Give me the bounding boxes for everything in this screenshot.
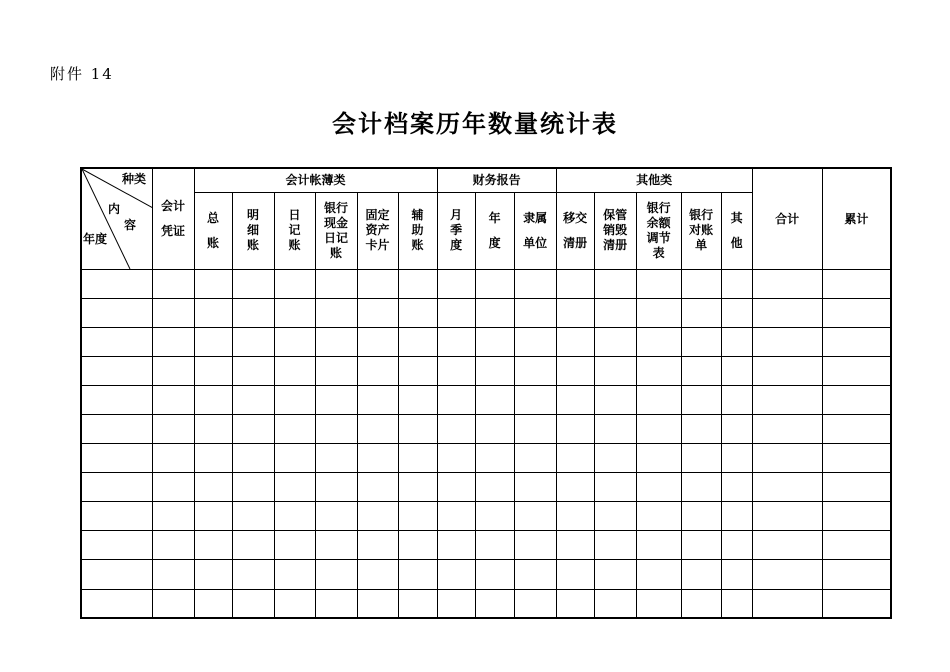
corner-label-category: 种类 (122, 172, 147, 186)
header-voucher: 会计 凭证 (152, 168, 194, 269)
table-cell[interactable] (556, 356, 594, 385)
table-cell[interactable] (315, 589, 357, 618)
table-cell[interactable] (81, 327, 152, 356)
table-cell[interactable] (274, 298, 315, 327)
table-cell[interactable] (398, 327, 437, 356)
table-cell[interactable] (822, 414, 891, 443)
table-cell[interactable] (357, 327, 398, 356)
table-cell[interactable] (556, 385, 594, 414)
table-cell[interactable] (315, 414, 357, 443)
table-cell[interactable] (398, 414, 437, 443)
table-cell[interactable] (357, 298, 398, 327)
table-cell[interactable] (398, 356, 437, 385)
table-cell[interactable] (822, 385, 891, 414)
table-cell[interactable] (752, 589, 822, 618)
table-cell[interactable] (721, 444, 752, 473)
table-cell[interactable] (274, 414, 315, 443)
table-cell[interactable] (822, 356, 891, 385)
table-cell[interactable] (721, 327, 752, 356)
table-row (81, 298, 891, 327)
table-cell[interactable] (315, 560, 357, 589)
table-cell[interactable] (514, 414, 556, 443)
table-cell[interactable] (274, 356, 315, 385)
table-cell[interactable] (556, 298, 594, 327)
table-cell[interactable] (594, 589, 636, 618)
table-cell[interactable] (475, 589, 514, 618)
table-cell[interactable] (437, 444, 475, 473)
header-group-ledger: 会计帐薄类 (194, 168, 437, 192)
table-cell[interactable] (681, 589, 721, 618)
table-cell[interactable] (315, 269, 357, 298)
table-cell[interactable] (752, 414, 822, 443)
table-cell[interactable] (357, 531, 398, 560)
table-cell[interactable] (636, 385, 681, 414)
table-cell[interactable] (152, 531, 194, 560)
header-annual: 年 度 (475, 192, 514, 269)
table-cell[interactable] (556, 560, 594, 589)
table-cell[interactable] (232, 414, 274, 443)
table-cell[interactable] (721, 502, 752, 531)
table-cell[interactable] (398, 560, 437, 589)
table-row (81, 327, 891, 356)
table-cell[interactable] (681, 473, 721, 502)
table-cell[interactable] (681, 269, 721, 298)
table-cell[interactable] (232, 385, 274, 414)
table-cell[interactable] (437, 502, 475, 531)
table-cell[interactable] (232, 269, 274, 298)
table-cell[interactable] (752, 531, 822, 560)
table-cell[interactable] (357, 589, 398, 618)
table-cell[interactable] (152, 356, 194, 385)
table-cell[interactable] (475, 560, 514, 589)
table-cell[interactable] (752, 473, 822, 502)
table-cell[interactable] (681, 531, 721, 560)
header-subordinate-unit: 隶属 单位 (514, 192, 556, 269)
table-cell[interactable] (822, 298, 891, 327)
header-other: 其 他 (721, 192, 752, 269)
table-cell[interactable] (152, 444, 194, 473)
header-subsidiary-ledger: 辅 助 账 (398, 192, 437, 269)
table-cell[interactable] (194, 473, 232, 502)
table-cell[interactable] (357, 385, 398, 414)
header-cumulative: 累计 (822, 168, 891, 269)
table-cell[interactable] (514, 385, 556, 414)
table-cell[interactable] (274, 269, 315, 298)
header-total: 合计 (752, 168, 822, 269)
table-cell[interactable] (81, 502, 152, 531)
table-cell[interactable] (437, 560, 475, 589)
table-cell[interactable] (822, 327, 891, 356)
table-cell[interactable] (232, 327, 274, 356)
table-cell[interactable] (81, 298, 152, 327)
header-fixed-asset-card: 固定 资产 卡片 (357, 192, 398, 269)
table-cell[interactable] (822, 560, 891, 589)
table-cell[interactable] (194, 298, 232, 327)
table-row (81, 560, 891, 589)
table-cell[interactable] (398, 269, 437, 298)
table-cell[interactable] (152, 269, 194, 298)
table-cell[interactable] (194, 414, 232, 443)
table-cell[interactable] (357, 414, 398, 443)
table-cell[interactable] (437, 356, 475, 385)
table-cell[interactable] (194, 531, 232, 560)
table-cell[interactable] (357, 444, 398, 473)
table-cell[interactable] (514, 356, 556, 385)
table-cell[interactable] (398, 298, 437, 327)
table-cell[interactable] (721, 589, 752, 618)
table-cell[interactable] (81, 531, 152, 560)
table-row (81, 414, 891, 443)
table-cell[interactable] (81, 269, 152, 298)
table-cell[interactable] (81, 589, 152, 618)
table-cell[interactable] (556, 589, 594, 618)
table-cell[interactable] (594, 560, 636, 589)
table-cell[interactable] (636, 298, 681, 327)
table-cell[interactable] (274, 589, 315, 618)
table-cell[interactable] (232, 589, 274, 618)
table-cell[interactable] (398, 444, 437, 473)
table-cell[interactable] (556, 327, 594, 356)
table-cell[interactable] (594, 531, 636, 560)
table-cell[interactable] (475, 298, 514, 327)
table-cell[interactable] (681, 327, 721, 356)
table-cell[interactable] (752, 444, 822, 473)
table-cell[interactable] (636, 356, 681, 385)
table-cell[interactable] (437, 269, 475, 298)
table-cell[interactable] (437, 589, 475, 618)
table-cell[interactable] (398, 473, 437, 502)
table-cell[interactable] (752, 356, 822, 385)
table-cell[interactable] (752, 298, 822, 327)
table-cell[interactable] (152, 327, 194, 356)
table-cell[interactable] (232, 560, 274, 589)
table-cell[interactable] (594, 414, 636, 443)
table-cell[interactable] (315, 327, 357, 356)
table-cell[interactable] (357, 269, 398, 298)
header-general-ledger: 总 账 (194, 192, 232, 269)
table-cell[interactable] (752, 560, 822, 589)
table-cell[interactable] (232, 356, 274, 385)
table-cell[interactable] (514, 531, 556, 560)
table-cell[interactable] (636, 531, 681, 560)
table-cell[interactable] (357, 502, 398, 531)
table-cell[interactable] (274, 473, 315, 502)
table-row (81, 356, 891, 385)
table-cell[interactable] (475, 356, 514, 385)
table-cell[interactable] (437, 298, 475, 327)
table-cell[interactable] (594, 502, 636, 531)
table-cell[interactable] (556, 531, 594, 560)
table-cell[interactable] (752, 385, 822, 414)
table-cell[interactable] (822, 444, 891, 473)
table-cell[interactable] (556, 269, 594, 298)
table-cell[interactable] (681, 356, 721, 385)
corner-label-year: 年度 (83, 232, 108, 246)
table-cell[interactable] (636, 327, 681, 356)
header-journal: 日 记 账 (274, 192, 315, 269)
table-cell[interactable] (594, 385, 636, 414)
table-cell[interactable] (636, 414, 681, 443)
table-cell[interactable] (556, 444, 594, 473)
table-cell[interactable] (752, 327, 822, 356)
table-row (81, 531, 891, 560)
table-cell[interactable] (315, 298, 357, 327)
table-cell[interactable] (152, 589, 194, 618)
table-cell[interactable] (514, 327, 556, 356)
table-cell[interactable] (315, 502, 357, 531)
table-cell[interactable] (152, 502, 194, 531)
header-handover-list: 移交 清册 (556, 192, 594, 269)
table-cell[interactable] (357, 560, 398, 589)
table-cell[interactable] (752, 502, 822, 531)
table-cell[interactable] (822, 589, 891, 618)
table-cell[interactable] (81, 560, 152, 589)
table-cell[interactable] (594, 356, 636, 385)
table-cell[interactable] (152, 473, 194, 502)
header-bank-reconciliation: 银行 余额 调节 表 (636, 192, 681, 269)
table-cell[interactable] (822, 531, 891, 560)
header-bank-cash-journal: 银行 现金 日记 账 (315, 192, 357, 269)
table-corner-cell (81, 168, 152, 269)
table-cell[interactable] (315, 473, 357, 502)
table-cell[interactable] (514, 298, 556, 327)
table-cell[interactable] (636, 473, 681, 502)
table-cell[interactable] (274, 444, 315, 473)
table-cell[interactable] (232, 502, 274, 531)
table-cell[interactable] (822, 473, 891, 502)
table-cell[interactable] (681, 414, 721, 443)
table-cell[interactable] (556, 414, 594, 443)
table-cell[interactable] (315, 356, 357, 385)
table-cell[interactable] (315, 444, 357, 473)
table-cell[interactable] (514, 473, 556, 502)
statistics-table (80, 167, 892, 619)
table-cell[interactable] (232, 444, 274, 473)
table-cell[interactable] (81, 414, 152, 443)
table-cell[interactable] (232, 298, 274, 327)
table-cell[interactable] (721, 298, 752, 327)
table-cell[interactable] (274, 327, 315, 356)
table-cell[interactable] (514, 502, 556, 531)
table-cell[interactable] (152, 560, 194, 589)
page-title: 会计档案历年数量统计表 (332, 110, 618, 138)
table-cell[interactable] (594, 298, 636, 327)
table-cell[interactable] (681, 560, 721, 589)
table-cell[interactable] (437, 414, 475, 443)
table-cell[interactable] (636, 560, 681, 589)
table-cell[interactable] (681, 502, 721, 531)
table-row (81, 385, 891, 414)
table-cell[interactable] (721, 356, 752, 385)
table-cell[interactable] (681, 444, 721, 473)
table-row (81, 269, 891, 298)
table-cell[interactable] (81, 473, 152, 502)
table-cell[interactable] (398, 385, 437, 414)
table-cell[interactable] (681, 298, 721, 327)
table-cell[interactable] (194, 502, 232, 531)
table-cell[interactable] (152, 298, 194, 327)
table-cell[interactable] (194, 356, 232, 385)
corner-label-content-1: 内 (108, 202, 121, 216)
table-cell[interactable] (556, 502, 594, 531)
table-row (81, 589, 891, 618)
header-group-other: 其他类 (556, 168, 752, 192)
table-cell[interactable] (514, 560, 556, 589)
table-cell[interactable] (822, 502, 891, 531)
table-cell[interactable] (475, 473, 514, 502)
table-cell[interactable] (274, 560, 315, 589)
table-cell[interactable] (81, 385, 152, 414)
table-cell[interactable] (437, 327, 475, 356)
table-cell[interactable] (194, 385, 232, 414)
table-cell[interactable] (357, 473, 398, 502)
table-cell[interactable] (636, 269, 681, 298)
table-cell[interactable] (437, 531, 475, 560)
table-body (81, 269, 891, 618)
table-cell[interactable] (681, 385, 721, 414)
table-cell[interactable] (194, 269, 232, 298)
header-group-report: 财务报告 (437, 168, 556, 192)
corner-label-content-2: 容 (124, 218, 137, 232)
table-cell[interactable] (721, 414, 752, 443)
table-cell[interactable] (822, 269, 891, 298)
table-cell[interactable] (437, 473, 475, 502)
table-cell[interactable] (357, 356, 398, 385)
table-cell[interactable] (81, 356, 152, 385)
table-cell[interactable] (194, 444, 232, 473)
table-cell[interactable] (315, 531, 357, 560)
table-cell[interactable] (152, 414, 194, 443)
table-cell[interactable] (437, 385, 475, 414)
table-cell[interactable] (232, 473, 274, 502)
table-cell[interactable] (594, 327, 636, 356)
table-cell[interactable] (514, 444, 556, 473)
table-cell[interactable] (475, 502, 514, 531)
table-cell[interactable] (556, 473, 594, 502)
table-row (81, 444, 891, 473)
table-cell[interactable] (398, 531, 437, 560)
table-cell[interactable] (752, 269, 822, 298)
header-custody-destroy-list: 保管 销毁 清册 (594, 192, 636, 269)
header-bank-statement: 银行 对账 单 (681, 192, 721, 269)
table-cell[interactable] (274, 502, 315, 531)
table-cell[interactable] (636, 444, 681, 473)
table-cell[interactable] (594, 473, 636, 502)
table-cell[interactable] (721, 473, 752, 502)
table-cell[interactable] (232, 531, 274, 560)
table-cell[interactable] (721, 385, 752, 414)
table-cell[interactable] (475, 444, 514, 473)
attachment-label: 附件 14 (50, 65, 114, 83)
table-cell[interactable] (636, 589, 681, 618)
header-detail-ledger: 明 细 账 (232, 192, 274, 269)
table-cell[interactable] (194, 560, 232, 589)
table-cell[interactable] (398, 589, 437, 618)
table-cell[interactable] (81, 444, 152, 473)
header-monthly-quarterly: 月 季 度 (437, 192, 475, 269)
table-cell[interactable] (475, 269, 514, 298)
table-cell[interactable] (514, 269, 556, 298)
table-cell[interactable] (152, 385, 194, 414)
table-cell[interactable] (721, 560, 752, 589)
table-cell[interactable] (721, 531, 752, 560)
table-cell[interactable] (594, 269, 636, 298)
table-cell[interactable] (475, 414, 514, 443)
table-row (81, 473, 891, 502)
table-cell[interactable] (194, 589, 232, 618)
table-cell[interactable] (721, 269, 752, 298)
table-cell[interactable] (636, 502, 681, 531)
table-cell[interactable] (475, 531, 514, 560)
table-cell[interactable] (475, 327, 514, 356)
table-cell[interactable] (594, 444, 636, 473)
table-cell[interactable] (315, 385, 357, 414)
table-cell[interactable] (398, 502, 437, 531)
table-cell[interactable] (514, 589, 556, 618)
table-row (81, 502, 891, 531)
table-cell[interactable] (194, 327, 232, 356)
table-cell[interactable] (475, 385, 514, 414)
table-cell[interactable] (274, 531, 315, 560)
table-cell[interactable] (274, 385, 315, 414)
